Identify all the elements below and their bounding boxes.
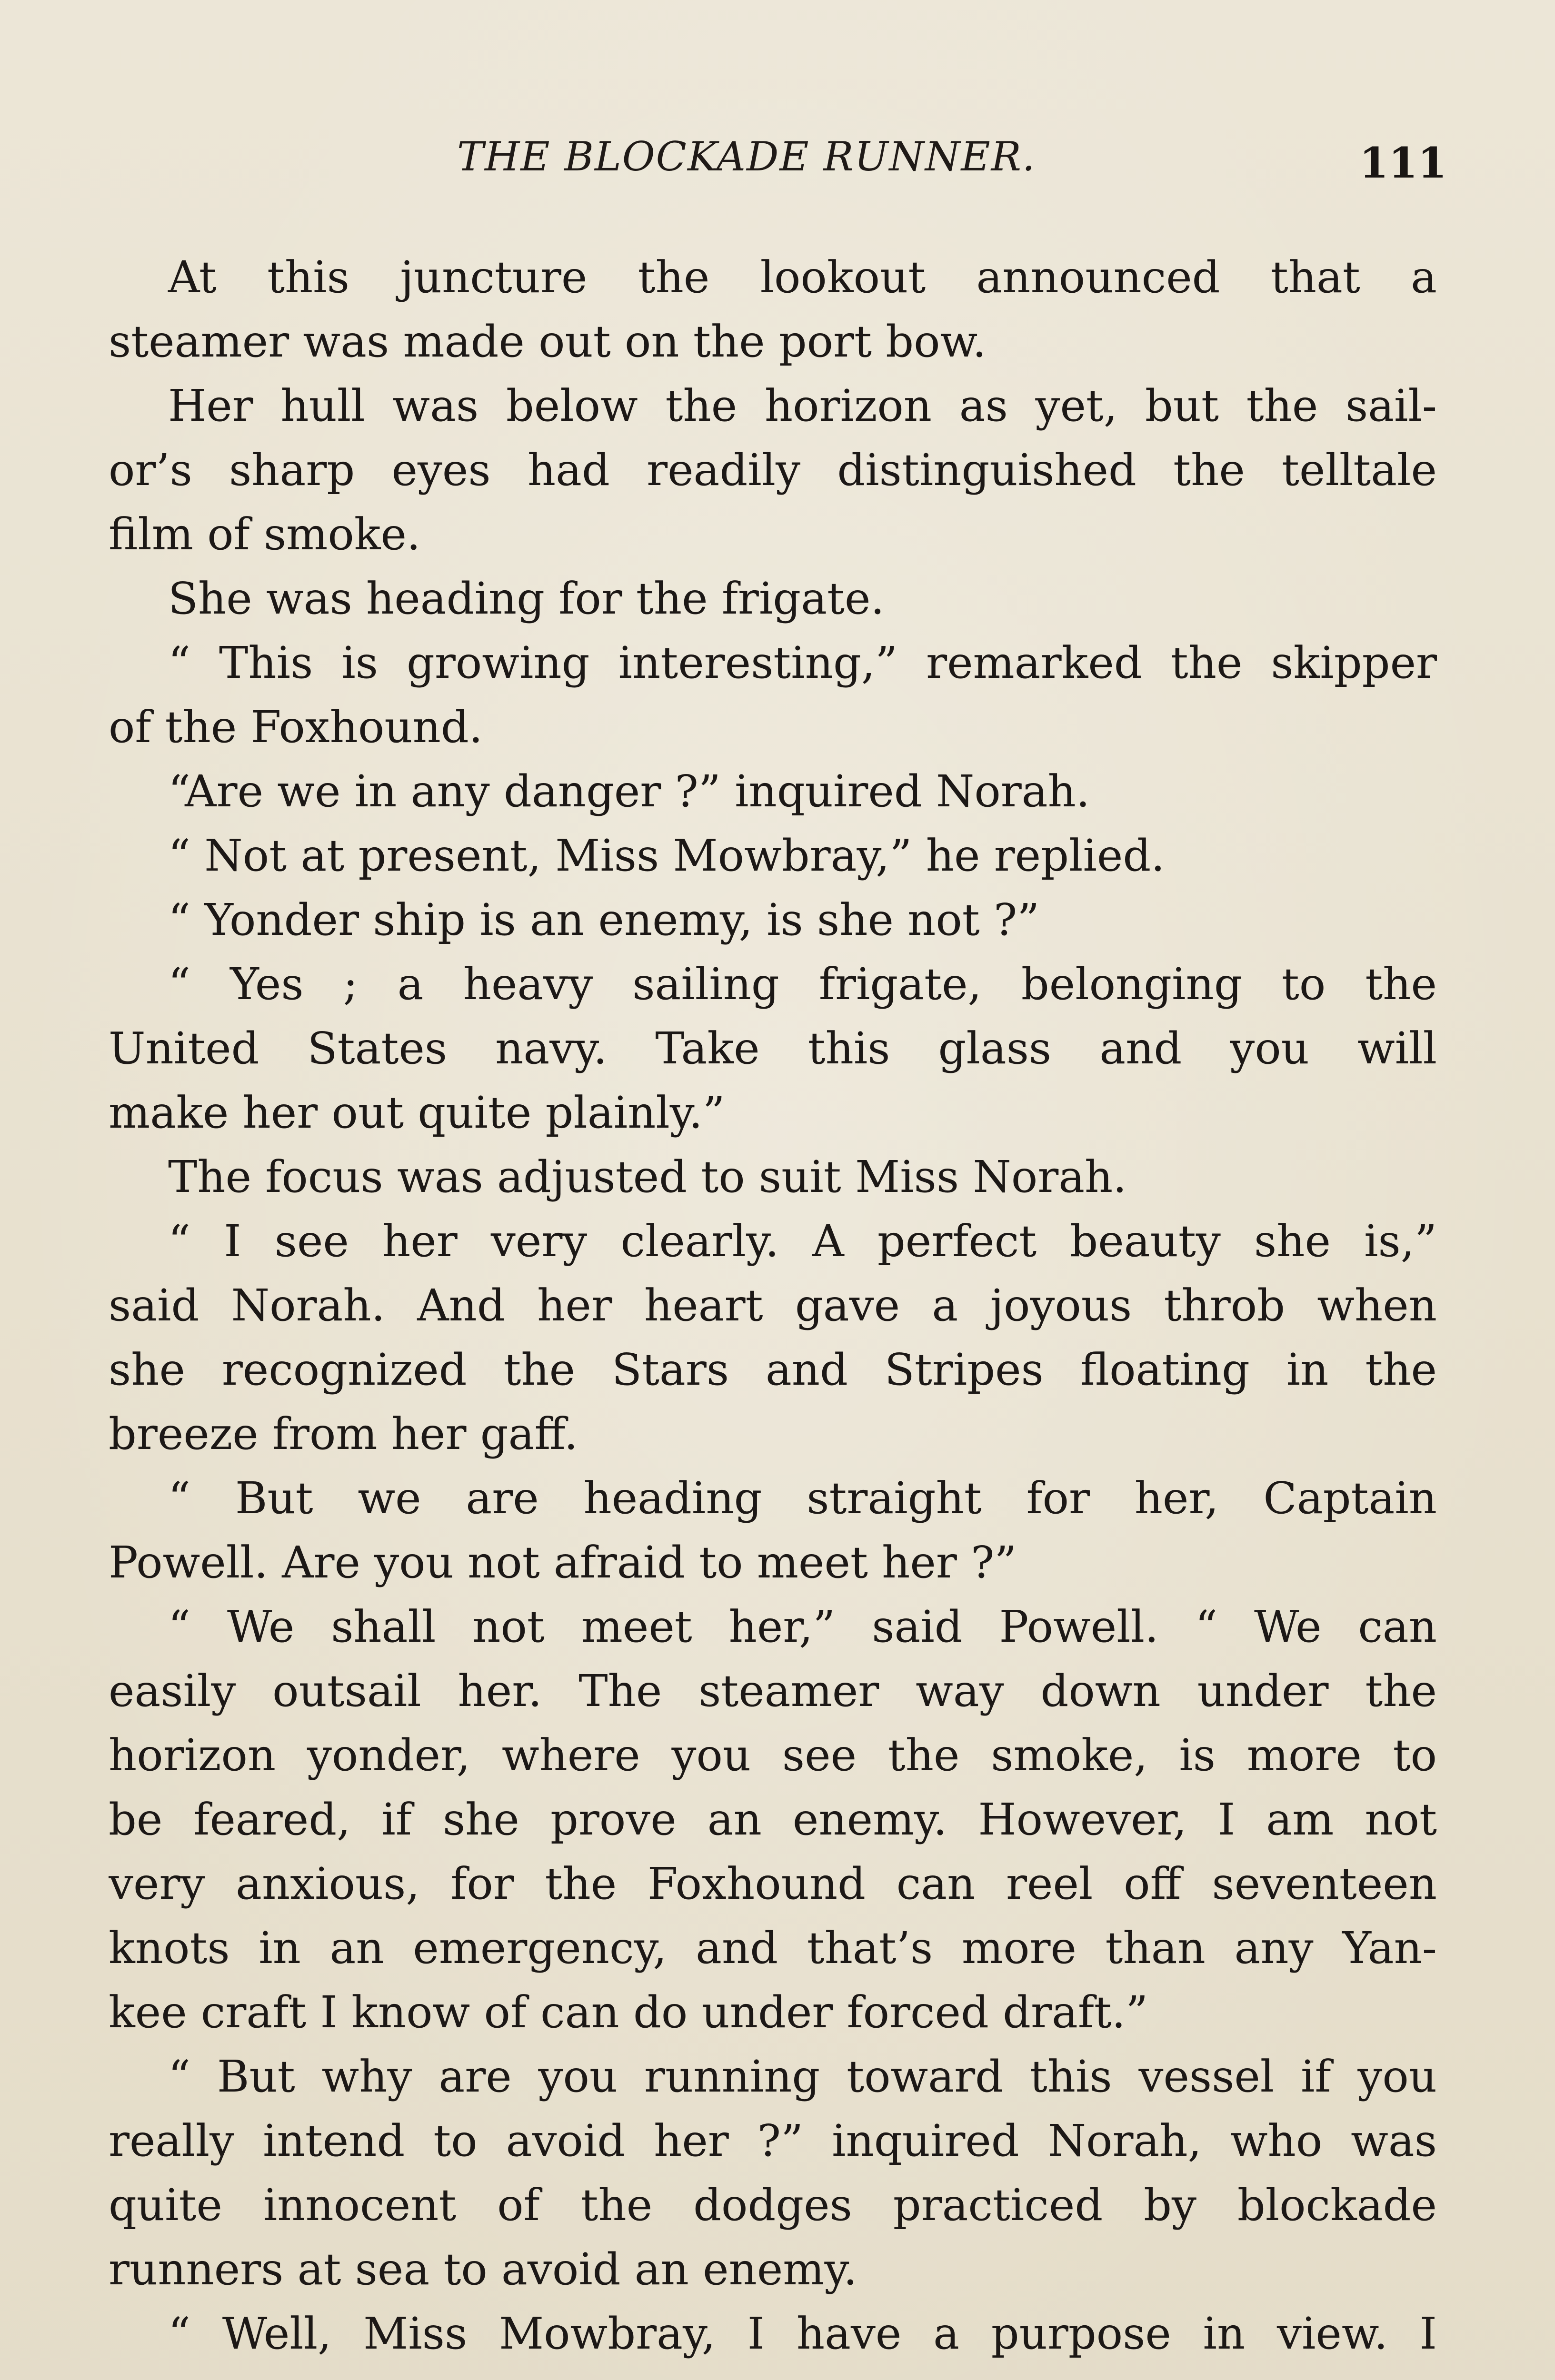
text-line: said Norah. And her heart gave a joyous throb when (109, 1280, 1437, 1331)
text-line: be feared, if she prove an enemy. However, I am not (109, 1794, 1437, 1845)
text-line: “ But why are you running toward this vessel if you (168, 2051, 1437, 2102)
text-line: film of smoke. (109, 509, 421, 560)
text-line: She was heading for the frigate. (168, 573, 885, 624)
text-line: steamer was made out on the port bow. (109, 316, 987, 367)
text-line: make her out quite plainly.” (109, 1087, 725, 1138)
text-line: The focus was adjusted to suit Miss Norah. (168, 1151, 1127, 1202)
text-line: Her hull was below the horizon as yet, but the sail- (168, 380, 1437, 431)
text-line: “ I see her very clearly. A perfect beauty she is,” (168, 1216, 1437, 1267)
text-line: “ This is growing interesting,” remarked the skipper (168, 637, 1437, 688)
text-line: or’s sharp eyes had readily distinguished the telltale (109, 445, 1437, 496)
text-line: “Are we in any danger ?” inquired Norah. (168, 766, 1090, 817)
text-line: knots in an emergency, and that’s more than any Yan- (109, 1923, 1437, 1973)
text-line: United States navy. Take this glass and you will (109, 1023, 1437, 1074)
running-head-title: THE BLOCKADE RUNNER. (457, 133, 1036, 180)
text-line: quite innocent of the dodges practiced by blockade (109, 2180, 1437, 2231)
text-line: runners at sea to avoid an enemy. (109, 2244, 857, 2295)
text-line: very anxious, for the Foxhound can reel off seventeen (109, 1858, 1437, 1909)
text-line: really intend to avoid her ?” inquired Norah, who was (109, 2115, 1437, 2166)
text-line: “ Well, Miss Mowbray, I have a purpose in view. I (168, 2308, 1437, 2359)
text-line: At this juncture the lookout announced that a (168, 252, 1437, 303)
text-line: of the Foxhound. (109, 702, 483, 753)
text-line: breeze from her gaff. (109, 1408, 578, 1459)
text-line: Powell. Are you not afraid to meet her ?” (109, 1537, 1017, 1588)
text-line: “ Yes ; a heavy sailing frigate, belonging to the (168, 959, 1437, 1010)
text-line: “ We shall not meet her,” said Powell. “ We can (168, 1601, 1437, 1652)
text-line: kee craft I know of can do under forced draft.” (109, 1987, 1148, 2038)
text-line: horizon yonder, where you see the smoke, is more to (109, 1730, 1437, 1781)
body-text (109, 245, 1437, 2366)
page-number: 111 (1359, 138, 1447, 188)
text-line: she recognized the Stars and Stripes floating in the (109, 1344, 1437, 1395)
text-line: “ Yonder ship is an enemy, is she not ?” (168, 894, 1040, 945)
text-line: easily outsail her. The steamer way down under the (109, 1666, 1437, 1716)
text-line: “ But we are heading straight for her, Captain (168, 1473, 1437, 1524)
text-line: “ Not at present, Miss Mowbray,” he replied. (168, 830, 1165, 881)
